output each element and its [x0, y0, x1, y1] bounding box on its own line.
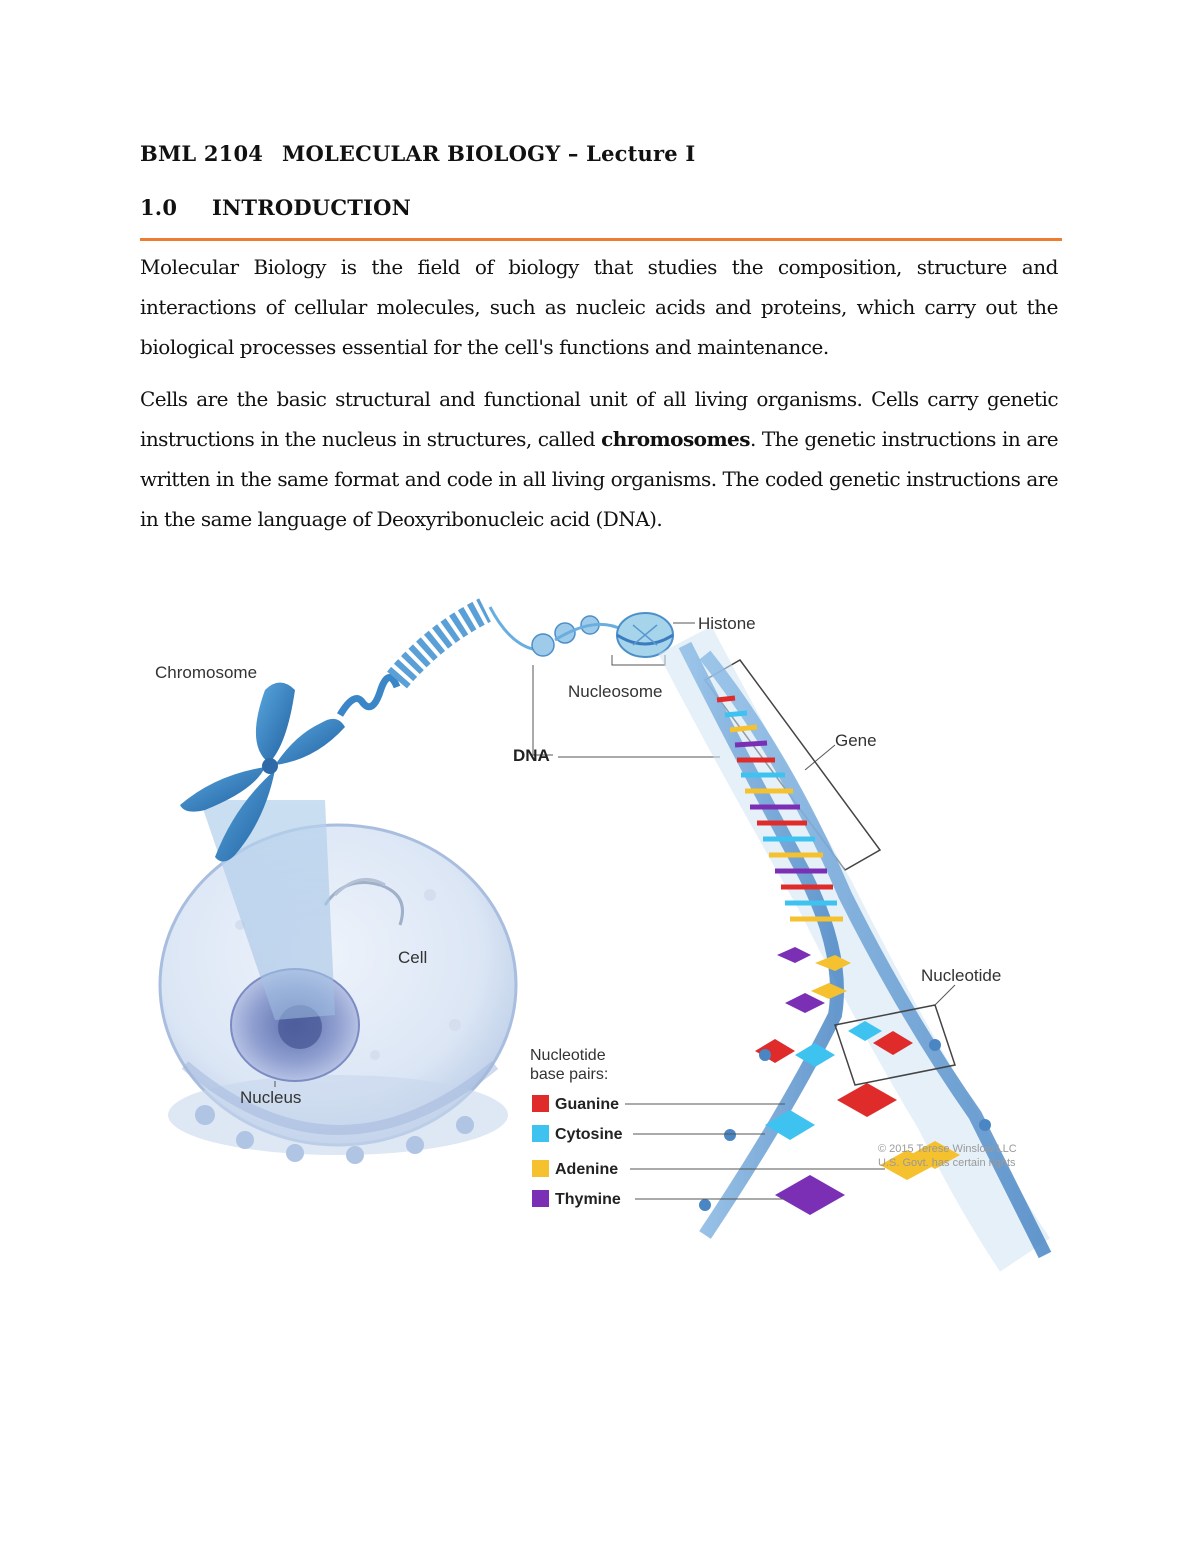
- adenine-swatch: [532, 1160, 549, 1177]
- cells-paragraph: [140, 379, 1058, 539]
- intro-paragraph: Molecular Biology is the field of biology that studies the composition, structure and interactions of cellular molecules, such as nucleic acids and proteins, which carry out the biological processes essential for the cell's functions and maintenance.: [140, 255, 1058, 359]
- cells-text-a: Cells are the basic structural and functional unit of all living organisms. Cells carry genetic instructions in the nucleus in structures, called: [140, 387, 1058, 451]
- section-title: INTRODUCTION: [212, 195, 411, 220]
- legend-guanine: Guanine: [555, 1096, 620, 1113]
- chromosomes-term: chromosomes: [601, 427, 750, 451]
- legend-title-2: base pairs:: [530, 1066, 609, 1083]
- dna-structure-figure: [145, 595, 1055, 1275]
- legend-thymine: Thymine: [555, 1191, 621, 1208]
- label-histone: Histone: [698, 614, 756, 633]
- copyright-line-1: © 2015 Terese Winslow LLC: [878, 1143, 1017, 1155]
- copyright-line-2: U.S. Govt. has certain rights: [878, 1157, 1016, 1169]
- thymine-swatch: [532, 1190, 549, 1207]
- section-header: [140, 195, 411, 220]
- label-cell: Cell: [398, 948, 428, 967]
- cytosine-swatch: [532, 1125, 549, 1142]
- cells-text-b: . The genetic instructions in are written in the same format and code in all living organisms. The coded genetic instructions are in the same language of Deoxyribonucleic acid (DNA).: [140, 427, 1058, 531]
- label-gene: Gene: [835, 731, 877, 750]
- label-chromosome: Chromosome: [155, 663, 258, 682]
- legend-cytosine: Cytosine: [555, 1126, 623, 1143]
- course-code: BML 2104: [140, 141, 264, 166]
- legend-adenine: Adenine: [555, 1161, 619, 1178]
- label-nucleotide: Nucleotide: [921, 966, 1002, 985]
- legend-title-1: Nucleotide: [530, 1047, 606, 1064]
- label-nucleosome: Nucleosome: [568, 682, 663, 701]
- cell-illustration: [160, 825, 516, 1164]
- section-number: 1.0: [140, 195, 178, 220]
- orange-divider: [140, 238, 1062, 241]
- course-header: [140, 141, 695, 166]
- label-dna: DNA: [513, 746, 550, 765]
- course-title: MOLECULAR BIOLOGY – Lecture I: [282, 141, 696, 166]
- guanine-swatch: [532, 1095, 549, 1112]
- base-pairs-legend: [530, 1047, 885, 1208]
- label-nucleus: Nucleus: [240, 1088, 302, 1107]
- histone-illustration: [617, 613, 673, 657]
